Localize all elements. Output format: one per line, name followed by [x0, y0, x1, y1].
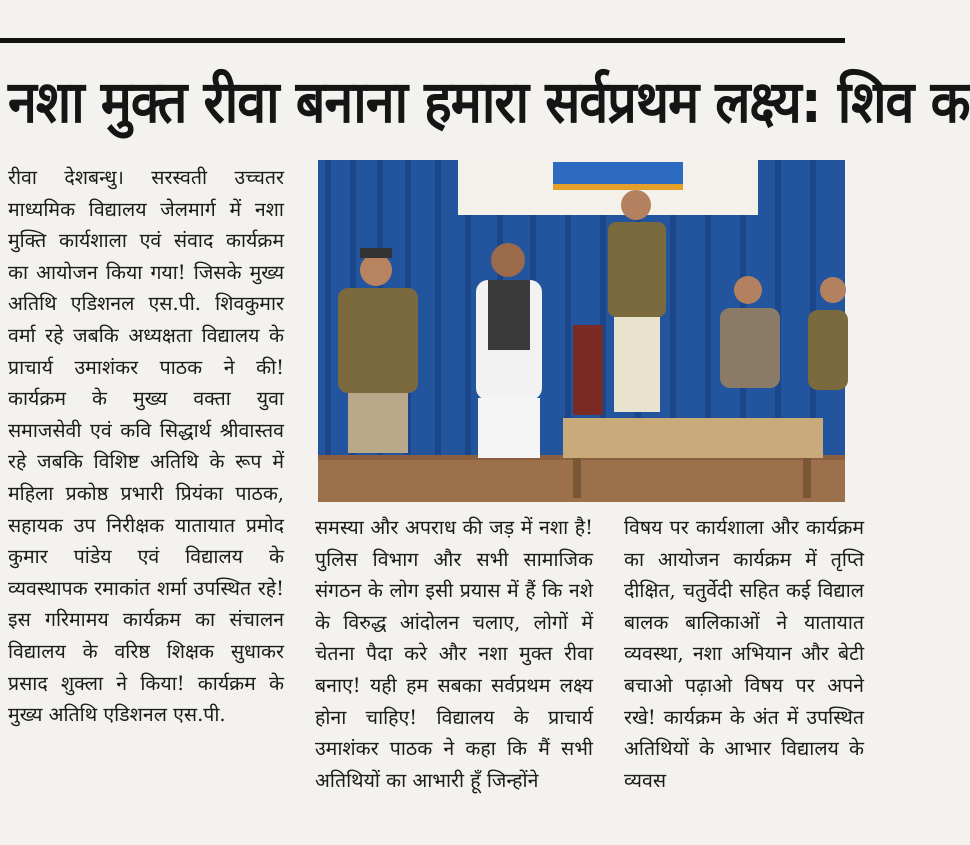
top-rule: [0, 38, 845, 43]
column-2-text: समस्या और अपराध की जड़ में नशा है! पुलिस विभाग और सभी सामाजिक संगठन के लोग इसी प्रयास में हैं कि नशे के विरुद्ध आंदोलन चलाए, लोगों में चेतना पैदा करे और नशा मुक्त रीवा बनाए! यही हम सबका सर्वप्रथम लक्ष्य होना चाहिए! विद्यालय के प्राचार्य उमाशंकर पाठक ने कहा कि मैं सभी अतिथियों का आभारी हूँ जिन्होंने: [315, 516, 593, 792]
article-column-3: [624, 512, 864, 796]
news-photo: [318, 160, 845, 502]
headline: नशा मुक्त रीवा बनाना हमारा सर्वप्रथम लक्ष्य: शिव क: [8, 69, 970, 137]
event-photo-illustration: [318, 160, 845, 502]
column-1-text: रीवा देशबन्धु। सरस्वती उच्चतर माध्यमिक विद्यालय जेलमार्ग में नशा मुक्ति कार्यशाला एवं संवाद कार्यक्रम का आयोजन किया गया! जिसके मुख्य अतिथि एडिशनल एस.पी. शिवकुमार वर्मा रहे जबकि अध्यक्षता विद्यालय के प्राचार्य उमाशंकर पाठक ने की! कार्यक्रम के मुख्य वक्ता युवा समाजसेवी एवं कवि सिद्धार्थ श्रीवास्तव रहे जबकि विशिष्ट अतिथि के रूप में महिला प्रकोष्ठ प्रभारी प्रियंका पाठक, सहायक उप निरीक्षक यातायात प्रमोद कुमार पांडेय एवं विद्यालय के व्यवस्थापक रमाकांत शर्मा उपस्थित रहे! इस गरिमामय कार्यक्रम का संचालन विद्यालय के वरिष्ठ शिक्षक सुधाकर प्रसाद शुक्ला ने किया! कार्यक्रम के मुख्य अतिथि एडिशनल एस.पी.: [8, 166, 284, 727]
article-column-1: [8, 162, 284, 731]
column-3-text: विषय पर कार्यशाला और कार्यक्रम का आयोजन कार्यक्रम में तृप्ति दीक्षित, चतुर्वेदी सहित कई विद्याल बालक बालिकाओं ने यातायात व्यवस्था, नशा अभियान और बेटी बचाओ पढ़ाओ विषय पर अपने रखे! कार्यक्रम के अंत में उपस्थित अतिथियों के आभार विद्यालय के व्यवस: [624, 516, 864, 792]
article-column-2: [315, 512, 593, 796]
